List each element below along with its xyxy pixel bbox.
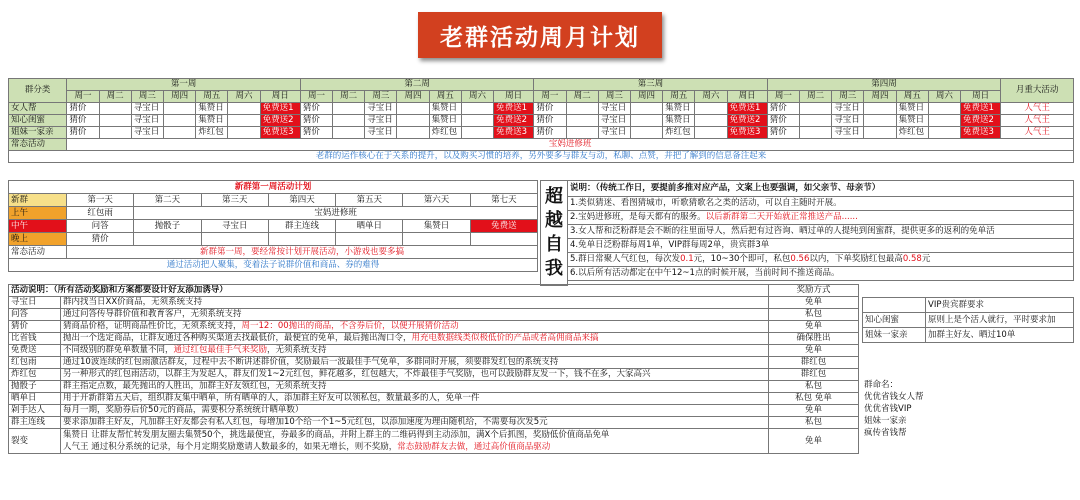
page-title: 老群活动周月计划 [440, 24, 640, 51]
weekly-header-row [9, 79, 1074, 91]
activity-row [9, 405, 859, 417]
activity-cell: 寻宝日 [598, 103, 630, 115]
activity-cell: 集赞日 [196, 115, 228, 127]
note-item [568, 211, 1074, 225]
activity-cell: 猜价 [300, 103, 332, 115]
activity-cell: 问答 [67, 220, 134, 233]
note-highlight: 0.1 [680, 254, 694, 264]
activity-cell: 集赞日 [896, 103, 928, 115]
desc-highlight: 常态鼓励群友去做，通过高价值商品驱动 [397, 442, 551, 452]
day-header: 周四 [397, 91, 429, 103]
activity-cell [228, 115, 260, 127]
activity-cell: 抛骰子 [134, 220, 201, 233]
side-row [863, 328, 1074, 343]
routine-label: 常态活动 [9, 246, 67, 259]
routine-text: 宝妈进修班 [67, 139, 1074, 151]
notes-header: 说明：（传统工作日，要提前多推对应产品，文案上也要强调，如父亲节、母亲节） [568, 181, 1074, 197]
desc-text: 群内找当日XX价商品，无须系统支持 [63, 297, 203, 307]
desc-text: 人气王 通过积分系统的记录，每个月定期奖励邀请人数最多的，如果无增长，则不奖励， [63, 442, 398, 452]
reward-cell: 私包 [769, 309, 859, 321]
activity-name: 比省钱 [9, 333, 61, 345]
activity-name: 炸红包 [9, 369, 61, 381]
note-cell [568, 267, 1074, 281]
day-header: 周四 [864, 91, 896, 103]
note-text: 2.宝妈进修班，是每天都有的服务。 [570, 212, 706, 222]
newgroup-title-row [9, 181, 538, 194]
activity-cell [228, 127, 260, 139]
activity-name: 问答 [9, 309, 61, 321]
activity-cell: 集赞日 [196, 103, 228, 115]
note-text: 5.群日常聚人气红包，每次发 [570, 254, 681, 264]
activity-desc [61, 429, 769, 454]
activity-cell: 炸红包 [663, 127, 695, 139]
super-char: 超 [545, 186, 563, 207]
desc-text: 通过10波连续的红包雨激活群友，过程中去不断讲述群价值，奖励最后一波最佳手气免单，多群同时开展，须要群发红包的系统支持 [63, 357, 559, 367]
reward-cell: 群红包 [769, 357, 859, 369]
activity-cell: 第四天 [268, 194, 335, 207]
super-char: 自 [545, 234, 563, 255]
desc-text: 另一种形式的红包雨活动，以群主为发起人，群友们发1~2元红包，鲜花越多，红包越大，不炸最佳手气奖励，也可以鼓励群友发一下，钱不在多，大家高兴 [63, 369, 651, 379]
note-text: 4.免单日泛粉群每周1单，VIP群每周2单，贵宾群3单 [570, 240, 770, 250]
activities-header: 活动说明：（所有活动奖励和方案都要设计好友添加诱导） [9, 285, 769, 297]
activity-cell: 寻宝日 [365, 115, 397, 127]
weekly-note: 老群的运作核心在于关系的提升，以及购买习惯的培养，另外要多与群友与动，私聊、点赞，并把了解到的信息备注起来 [9, 151, 1074, 163]
activity-cell: 猜价 [767, 115, 799, 127]
reward-header: 奖励方式 [769, 285, 859, 297]
week-header: 第二周 [300, 79, 533, 91]
day-header: 周五 [896, 91, 928, 103]
activity-cell: 集赞日 [403, 220, 470, 233]
month-activity: 人气王 [1001, 127, 1074, 139]
activity-cell: 宝妈进修班 [134, 207, 538, 220]
desc-line [63, 441, 766, 453]
group-name: 姐妹一家亲 [9, 127, 67, 139]
activity-cell: 寻宝日 [131, 115, 163, 127]
new-group-plan-table [8, 180, 538, 272]
activity-desc [61, 405, 769, 417]
activity-cell [336, 233, 403, 246]
group-name-option: 优优省钱女人帮 [864, 392, 924, 402]
activity-cell [333, 127, 365, 139]
activity-desc [61, 381, 769, 393]
activity-cell [163, 103, 195, 115]
activity-cell [403, 233, 470, 246]
activity-cell [630, 103, 662, 115]
desc-text: 群主指定点数，最先抛出的人胜出，加群主好友领红包，无须系统支持 [63, 381, 327, 391]
routine-label: 常态活动 [9, 139, 67, 151]
activity-desc [61, 345, 769, 357]
side-group [863, 298, 926, 313]
side-requirement: 加群主好友、晒过10单 [926, 328, 1074, 343]
activities-header-row [9, 285, 859, 297]
activity-cell [99, 127, 131, 139]
day-header: 周三 [832, 91, 864, 103]
activity-cell [695, 103, 727, 115]
note-text: 6.以后所有活动都定在中午12~1点的时候开展，当前时间不推送商品。 [570, 268, 840, 278]
week-header: 第四周 [767, 79, 1000, 91]
note-text: 1.类似猜迷、看图猜城市，听歌猜歌名之类的活动，可以自主随时开展。 [570, 198, 842, 208]
activity-cell [461, 103, 493, 115]
note-item [568, 197, 1074, 211]
side-group: 姐妹一家亲 [863, 328, 926, 343]
activity-desc [61, 297, 769, 309]
desc-text: ，无须系统支持 [267, 345, 327, 355]
day-header: 周一 [767, 91, 799, 103]
activity-cell: 猜价 [67, 115, 99, 127]
activity-row [9, 321, 859, 333]
side-row [863, 313, 1074, 328]
desc-text: 要求添加群主好友，凡加群主好友都会有私人红包，每增加10个给一个1~5元红包，以添加速度为理由随机给，不需要每次发5元 [63, 417, 548, 427]
activity-cell: 免费送2 [727, 115, 767, 127]
reward-cell: 免单 [769, 297, 859, 309]
day-header: 周日 [260, 91, 300, 103]
activity-cell [163, 127, 195, 139]
day-header: 周一 [67, 91, 99, 103]
activity-row [9, 393, 859, 405]
desc-text: 集赞日 让群友帮忙转发朋友圈去集赞50个，挑选最便宜，券最多的商品，并附上群主的二维码得到主动添加，满X个后抓图，奖励低价值商品免单 [63, 430, 610, 440]
week-header: 第三周 [534, 79, 767, 91]
activity-cell [99, 103, 131, 115]
group-name-option: 疯传省钱帮 [864, 428, 907, 438]
activity-cell: 寻宝日 [365, 127, 397, 139]
note-text: 以内，下单奖励红包最高 [809, 254, 903, 264]
group-name: 女人帮 [9, 103, 67, 115]
activity-cell: 炸红包 [896, 127, 928, 139]
desc-highlight: 通过红包最佳手气来奖励 [173, 345, 268, 355]
activity-cell [799, 115, 831, 127]
day-header: 周五 [196, 91, 228, 103]
activity-cell [397, 103, 429, 115]
day-header: 周六 [461, 91, 493, 103]
activity-cell [99, 115, 131, 127]
activity-name: 裂变 [9, 429, 61, 454]
activity-cell: 寻宝日 [832, 103, 864, 115]
desc-text: 猜商品价格，证明商品性价比，无须系统支持， [63, 321, 242, 331]
day-header: 周五 [663, 91, 695, 103]
activity-cell [461, 115, 493, 127]
page-title-banner [418, 12, 662, 58]
note-item [568, 267, 1074, 281]
activity-cell: 猜价 [67, 233, 134, 246]
side-group: 知心闺蜜 [863, 313, 926, 328]
activity-cell: 免费送1 [727, 103, 767, 115]
activity-cell [799, 127, 831, 139]
activity-row [9, 429, 859, 454]
note-cell [568, 253, 1074, 267]
activity-name: 红包雨 [9, 357, 61, 369]
activity-cell: 集赞日 [429, 103, 461, 115]
activity-cell: 晒单日 [336, 220, 403, 233]
activity-cell: 红包雨 [67, 207, 134, 220]
activity-cell: 猜价 [67, 103, 99, 115]
note-cell [568, 239, 1074, 253]
activity-desc [61, 393, 769, 405]
activity-cell [630, 115, 662, 127]
desc-text: 通过问答传导群价值和教育客户，无须系统支持 [63, 309, 242, 319]
activity-cell: 寻宝日 [832, 115, 864, 127]
activity-cell [397, 115, 429, 127]
activity-row [9, 357, 859, 369]
activity-cell [566, 103, 598, 115]
activity-desc [61, 309, 769, 321]
activity-cell: 免费送1 [494, 103, 534, 115]
activity-cell [695, 127, 727, 139]
activity-cell: 猜价 [300, 127, 332, 139]
side-requirements-table [862, 297, 1074, 343]
activity-cell: 寻宝日 [598, 127, 630, 139]
activity-desc [61, 369, 769, 381]
notes-table [567, 180, 1074, 281]
note-text: 元，10~30个即可，私包 [693, 254, 791, 264]
activity-cell [470, 233, 537, 246]
activity-cell: 免费送2 [260, 115, 300, 127]
activity-cell [268, 233, 335, 246]
activity-cell: 免费送3 [494, 127, 534, 139]
activity-name: 群主连线 [9, 417, 61, 429]
activity-row [9, 309, 859, 321]
activity-cell: 猜价 [767, 103, 799, 115]
activity-cell [799, 103, 831, 115]
activity-cell: 集赞日 [663, 103, 695, 115]
activity-cell: 寻宝日 [832, 127, 864, 139]
month-header: 月重大活动 [1001, 79, 1074, 103]
note-cell [568, 211, 1074, 225]
group-name: 知心闺蜜 [9, 115, 67, 127]
newgroup-title: 新群第一周活动计划 [9, 181, 538, 194]
activity-row [9, 333, 859, 345]
activity-cell: 群主连线 [268, 220, 335, 233]
note-cell [568, 197, 1074, 211]
reward-cell: 免单 [769, 405, 859, 417]
side-requirement: 原则上是个活人就行，平时要求加 [926, 313, 1074, 328]
time-label: 上午 [9, 207, 67, 220]
activity-cell [864, 115, 896, 127]
activity-cell: 寻宝日 [598, 115, 630, 127]
activity-name: 猜价 [9, 321, 61, 333]
newgroup-row [9, 233, 538, 246]
group-row [9, 103, 1074, 115]
note-text: 元 [921, 254, 931, 264]
newgroup-row [9, 220, 538, 233]
time-label: 新群 [9, 194, 67, 207]
side-row [863, 298, 1074, 313]
day-header: 周五 [429, 91, 461, 103]
note-highlight: 0.56 [790, 254, 810, 264]
activity-cell: 炸红包 [429, 127, 461, 139]
side-info [862, 297, 1074, 497]
activity-row [9, 345, 859, 357]
activity-cell: 寻宝日 [365, 103, 397, 115]
day-header: 周四 [163, 91, 195, 103]
activity-cell: 猜价 [534, 127, 566, 139]
activity-name: 剁手达人 [9, 405, 61, 417]
day-header: 周一 [534, 91, 566, 103]
activity-cell [228, 103, 260, 115]
activity-cell: 免费送1 [260, 103, 300, 115]
activity-desc [61, 333, 769, 345]
activity-desc [61, 417, 769, 429]
activity-cell [928, 103, 960, 115]
reward-cell: 免单 [769, 429, 859, 454]
activity-cell [630, 127, 662, 139]
activity-cell: 寻宝日 [201, 220, 268, 233]
activity-cell: 寻宝日 [131, 127, 163, 139]
day-header: 周二 [333, 91, 365, 103]
activity-cell [333, 115, 365, 127]
day-header: 周六 [228, 91, 260, 103]
activity-cell [928, 127, 960, 139]
reward-cell: 免单 [769, 321, 859, 333]
note-text: 3.女人帮和泛粉群是会不断的往里面导人，然后把有过咨询、晒过单的人提纯到闺蜜群，提供更多的返利的免单活 [570, 226, 995, 236]
activity-cell: 集赞日 [429, 115, 461, 127]
note-item [568, 225, 1074, 239]
day-header: 周一 [300, 91, 332, 103]
activity-name: 晒单日 [9, 393, 61, 405]
reward-cell: 免单 [769, 345, 859, 357]
day-header: 周日 [961, 91, 1001, 103]
activity-cell: 寻宝日 [131, 103, 163, 115]
day-header: 周日 [727, 91, 767, 103]
day-header: 周六 [928, 91, 960, 103]
activity-cell: 第六天 [403, 194, 470, 207]
activity-name: 寻宝日 [9, 297, 61, 309]
desc-line [63, 429, 766, 441]
activity-cell [566, 115, 598, 127]
routine-row [9, 139, 1074, 151]
desc-text: 不同级别的群免单数量不同， [63, 345, 174, 355]
activity-cell: 集赞日 [896, 115, 928, 127]
day-header: 周六 [695, 91, 727, 103]
reward-cell: 私包 [769, 381, 859, 393]
activity-desc [61, 357, 769, 369]
activity-cell: 第一天 [67, 194, 134, 207]
newgroup-row [9, 194, 538, 207]
note-highlight: 0.58 [902, 254, 922, 264]
activity-cell: 免费送3 [260, 127, 300, 139]
activity-cell: 免费送2 [961, 115, 1001, 127]
activity-cell: 免费送 [470, 220, 537, 233]
reward-cell: 确保胜出 [769, 333, 859, 345]
activity-name: 免费送 [9, 345, 61, 357]
activity-row [9, 417, 859, 429]
activity-cell [695, 115, 727, 127]
group-header: 群分类 [9, 79, 67, 103]
group-row [9, 115, 1074, 127]
week-header: 第一周 [67, 79, 300, 91]
activity-cell: 免费送1 [961, 103, 1001, 115]
desc-text: 抛出一个选定商品，让群友通过各种购买渠道去找最低价，最便宜的免单，最后抛出淘口令， [63, 333, 412, 343]
reward-cell: 群红包 [769, 369, 859, 381]
activity-cell: 猜价 [300, 115, 332, 127]
activity-cell [864, 103, 896, 115]
group-name-option: 姐妹一家亲 [864, 416, 907, 426]
activity-cell [163, 115, 195, 127]
activity-cell: 免费送3 [961, 127, 1001, 139]
activity-cell: 第七天 [470, 194, 537, 207]
routine-text: 新群第一周，要经常按计划开展活动，小游戏也要多搞 [67, 246, 538, 259]
day-header: 周三 [598, 91, 630, 103]
activity-cell [333, 103, 365, 115]
super-char: 我 [545, 258, 563, 279]
activity-cell: 第五天 [336, 194, 403, 207]
desc-text: 每月一期，奖励券后价50元的商品，需要积分系统统计晒单数） [63, 405, 304, 415]
day-header: 周三 [131, 91, 163, 103]
newgroup-note-row [9, 259, 538, 272]
activity-cell: 猜价 [767, 127, 799, 139]
day-header: 周四 [630, 91, 662, 103]
note-row [9, 151, 1074, 163]
activity-cell [397, 127, 429, 139]
newgroup-note: 通过活动把人聚集，变着法子说群价值和商品、券的难得 [9, 259, 538, 272]
activity-cell [134, 233, 201, 246]
day-header: 周三 [365, 91, 397, 103]
activity-name: 抛骰子 [9, 381, 61, 393]
super-char: 越 [545, 210, 563, 231]
newgroup-row [9, 207, 538, 220]
activity-cell: 炸红包 [196, 127, 228, 139]
side-names-title: 群命名： [864, 380, 899, 390]
side-requirement: VIP贵宾群要求 [926, 298, 1074, 313]
activity-cell: 集赞日 [663, 115, 695, 127]
group-name-option: 优优省钱VIP [864, 404, 912, 414]
desc-highlight: 用充电数据线类似极低价的产品或者高佣商品来搞 [411, 333, 599, 343]
time-label: 晚上 [9, 233, 67, 246]
weekly-plan-table [8, 78, 1074, 163]
note-cell [568, 225, 1074, 239]
activity-cell [201, 233, 268, 246]
activity-cell: 猜价 [534, 115, 566, 127]
day-header: 周二 [99, 91, 131, 103]
reward-cell: 私包 免单 [769, 393, 859, 405]
group-row [9, 127, 1074, 139]
newgroup-routine-row [9, 246, 538, 259]
note-highlight: 以后新群第二天开始就正常推送产品...... [705, 212, 858, 222]
activity-cell: 第三天 [201, 194, 268, 207]
reward-cell: 私包 [769, 417, 859, 429]
activity-cell [461, 127, 493, 139]
activity-row [9, 297, 859, 309]
activity-cell: 猜价 [67, 127, 99, 139]
super-self-box [540, 180, 568, 286]
month-activity: 人气王 [1001, 103, 1074, 115]
notes-header-row [568, 181, 1074, 197]
month-activity: 人气王 [1001, 115, 1074, 127]
activity-cell: 猜价 [534, 103, 566, 115]
desc-highlight: 周一12：00抛出的商品，不含券后价，以便开展猜价活动 [241, 321, 459, 331]
day-header: 周日 [494, 91, 534, 103]
time-label: 中午 [9, 220, 67, 233]
activity-row [9, 381, 859, 393]
activity-cell [928, 115, 960, 127]
desc-text: 用于开新群第五天后，组织群友集中晒单，所有晒单的人，添加群主好友可以领私包，数量最多的人，免单一件 [63, 393, 480, 403]
day-header: 周二 [799, 91, 831, 103]
weekly-days-row [9, 91, 1074, 103]
activity-cell [566, 127, 598, 139]
activity-cell [864, 127, 896, 139]
activity-cell: 免费送3 [727, 127, 767, 139]
note-item [568, 239, 1074, 253]
day-header: 周二 [566, 91, 598, 103]
activities-table [8, 284, 859, 454]
activity-cell: 免费送2 [494, 115, 534, 127]
note-item [568, 253, 1074, 267]
activity-row [9, 369, 859, 381]
activity-cell: 第二天 [134, 194, 201, 207]
activity-desc [61, 321, 769, 333]
